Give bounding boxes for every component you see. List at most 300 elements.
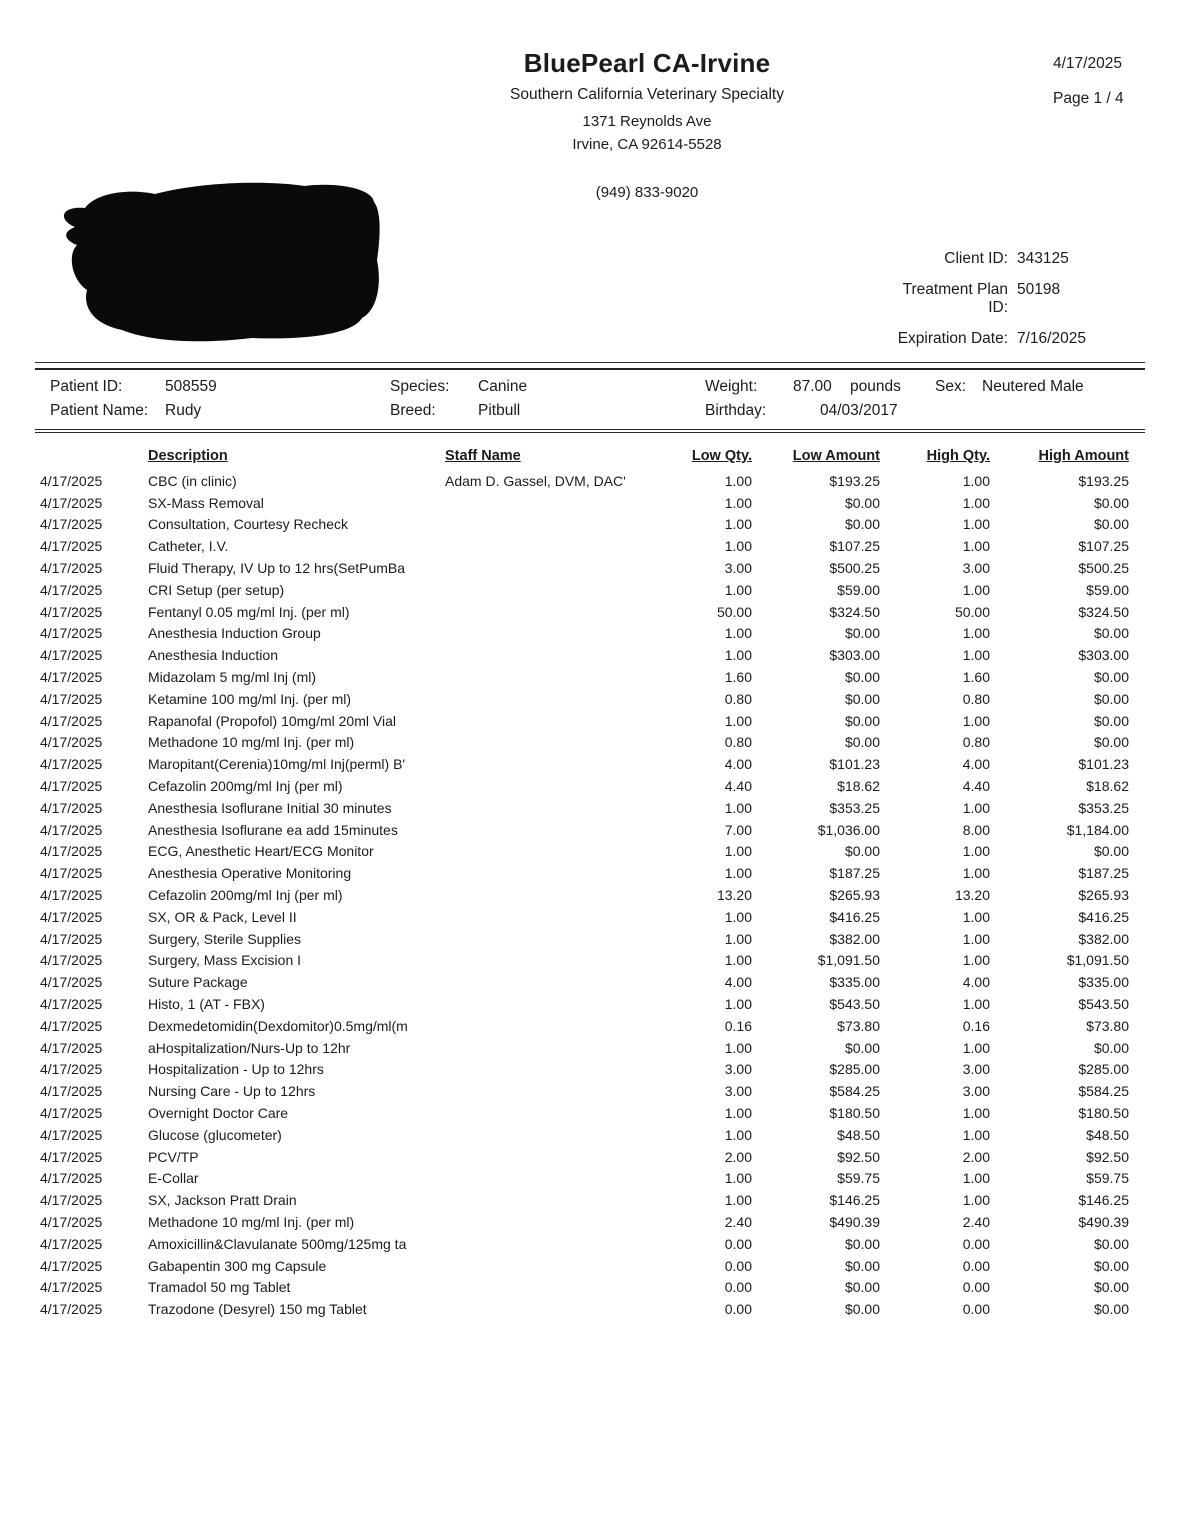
- cell-low-qty: 13.20: [716, 887, 752, 904]
- patient-info-row-2: [35, 402, 1145, 426]
- table-row: [40, 1102, 1129, 1124]
- cell-low-amount: $0.00: [844, 669, 880, 686]
- table-row: [40, 971, 1129, 993]
- cell-date: 4/17/2025: [40, 647, 103, 664]
- cell-high-qty: 0.00: [962, 1301, 990, 1318]
- cell-low-amount: $500.25: [829, 560, 880, 577]
- cell-low-amount: $335.00: [829, 974, 880, 991]
- cell-description: Glucose (glucometer): [148, 1126, 282, 1143]
- cell-high-qty: 1.00: [962, 647, 990, 664]
- cell-high-qty: 8.00: [962, 821, 990, 838]
- cell-low-qty: 1.00: [724, 1170, 752, 1187]
- cell-high-amount: $324.50: [1078, 603, 1129, 620]
- cell-high-amount: $0.00: [1093, 734, 1129, 751]
- cell-description: Anesthesia Isoflurane ea add 15minutes: [148, 821, 398, 838]
- cell-low-qty: 1.00: [724, 538, 752, 555]
- client-id-value: 343125: [1017, 250, 1069, 267]
- cell-high-amount: $0.00: [1093, 516, 1129, 533]
- clinic-header: [380, 48, 914, 201]
- cell-description: E-Collar: [148, 1170, 199, 1187]
- cell-low-qty: 3.00: [724, 560, 752, 577]
- cell-date: 4/17/2025: [40, 538, 103, 555]
- cell-low-amount: $0.00: [844, 625, 880, 642]
- cell-high-qty: 1.00: [962, 494, 990, 511]
- cell-high-amount: $335.00: [1078, 974, 1129, 991]
- cell-low-amount: $0.00: [844, 1257, 880, 1274]
- cell-low-amount: $0.00: [844, 494, 880, 511]
- cell-date: 4/17/2025: [40, 843, 103, 860]
- cell-date: 4/17/2025: [40, 581, 103, 598]
- cell-low-qty: 1.00: [724, 472, 752, 489]
- cell-low-amount: $101.23: [829, 756, 880, 773]
- cell-high-qty: 1.00: [962, 1192, 990, 1209]
- treatment-plan-id-row: [880, 281, 1095, 317]
- table-row: [40, 732, 1129, 754]
- cell-low-qty: 3.00: [724, 1061, 752, 1078]
- cell-description: Fluid Therapy, IV Up to 12 hrs(SetPumBa: [148, 560, 406, 577]
- cell-date: 4/17/2025: [40, 1257, 103, 1274]
- clinic-phone: (949) 833-9020: [595, 184, 699, 201]
- cell-high-amount: $265.93: [1078, 887, 1129, 904]
- cell-low-qty: 0.00: [724, 1279, 752, 1296]
- sex-value: Neutered Male: [982, 378, 1084, 395]
- patient-info-box: [35, 368, 1145, 430]
- cell-description: SX, Jackson Pratt Drain: [148, 1192, 297, 1209]
- weight-value: 87.00: [793, 378, 832, 395]
- cell-high-qty: 0.00: [962, 1235, 990, 1252]
- table-row: [40, 862, 1129, 884]
- cell-date: 4/17/2025: [40, 974, 103, 991]
- cell-low-qty: 1.00: [724, 625, 752, 642]
- cell-high-amount: $180.50: [1078, 1105, 1129, 1121]
- client-info: [880, 250, 1095, 361]
- cell-low-amount: $0.00: [844, 734, 880, 751]
- cell-low-amount: $353.25: [829, 799, 880, 816]
- cell-low-qty: 1.00: [724, 1105, 752, 1121]
- cell-low-qty: 1.00: [724, 516, 752, 533]
- cell-low-qty: 7.00: [724, 821, 752, 838]
- cell-high-qty: 0.16: [962, 1017, 990, 1034]
- table-row: [40, 492, 1129, 514]
- cell-date: 4/17/2025: [40, 1192, 103, 1209]
- cell-high-qty: 1.00: [962, 952, 990, 969]
- cell-description: Suture Package: [148, 974, 248, 991]
- cell-low-qty: 1.00: [724, 581, 752, 598]
- cell-low-amount: $146.25: [829, 1192, 880, 1209]
- table-row: [40, 601, 1129, 623]
- cell-low-amount: $303.00: [829, 647, 880, 664]
- table-row: [40, 1189, 1129, 1211]
- cell-low-amount: $0.00: [844, 1279, 880, 1296]
- cell-description: Anesthesia Induction: [148, 647, 278, 664]
- table-row: [40, 1276, 1129, 1298]
- table-row: [40, 1037, 1129, 1059]
- cell-high-amount: $0.00: [1093, 1279, 1129, 1296]
- cell-high-amount: $1,091.50: [1066, 952, 1129, 969]
- cell-description: Maropitant(Cerenia)10mg/ml Inj(perml) B': [148, 756, 406, 773]
- cell-low-amount: $0.00: [844, 516, 880, 533]
- cell-low-amount: $416.25: [829, 908, 880, 925]
- cell-low-qty: 1.60: [724, 669, 752, 686]
- table-row: [40, 1080, 1129, 1102]
- cell-date: 4/17/2025: [40, 1170, 103, 1187]
- cell-high-qty: 2.40: [962, 1213, 990, 1230]
- cell-low-amount: $0.00: [844, 690, 880, 707]
- cell-high-qty: 1.00: [962, 1039, 990, 1056]
- cell-description: Catheter, I.V.: [148, 538, 229, 555]
- cell-low-qty: 4.40: [724, 778, 752, 795]
- cell-high-amount: $303.00: [1078, 647, 1129, 664]
- cell-high-qty: 0.00: [962, 1279, 990, 1296]
- table-row: [40, 928, 1129, 950]
- cell-low-amount: $187.25: [829, 865, 880, 882]
- cell-high-amount: $490.39: [1078, 1213, 1129, 1230]
- birthday-label: Birthday:: [705, 402, 767, 419]
- table-row: [40, 775, 1129, 797]
- cell-high-qty: 1.00: [962, 908, 990, 925]
- table-row: [40, 1233, 1129, 1255]
- cell-date: 4/17/2025: [40, 516, 103, 533]
- cell-date: 4/17/2025: [40, 952, 103, 969]
- cell-low-amount: $48.50: [837, 1126, 880, 1143]
- cell-low-amount: $59.75: [837, 1170, 880, 1187]
- table-row: [40, 579, 1129, 601]
- cell-date: 4/17/2025: [40, 996, 103, 1013]
- table-row: [40, 841, 1129, 863]
- table-row: [40, 797, 1129, 819]
- header-high-amount: High Amount: [1038, 448, 1129, 464]
- cell-date: 4/17/2025: [40, 1083, 103, 1100]
- cell-description: Anesthesia Isoflurane Initial 30 minutes: [148, 799, 392, 816]
- cell-description: PCV/TP: [148, 1148, 199, 1165]
- cell-low-qty: 4.00: [724, 756, 752, 773]
- cell-date: 4/17/2025: [40, 908, 103, 925]
- table-row: [40, 1255, 1129, 1277]
- cell-high-amount: $500.25: [1078, 560, 1129, 577]
- report-date: 4/17/2025: [1053, 55, 1122, 72]
- cell-high-amount: $59.00: [1086, 581, 1129, 598]
- cell-high-amount: $73.80: [1086, 1017, 1129, 1034]
- cell-description: SX-Mass Removal: [148, 494, 264, 511]
- birthday-value: 04/03/2017: [820, 402, 898, 419]
- cell-date: 4/17/2025: [40, 494, 103, 511]
- cell-high-amount: $0.00: [1093, 1257, 1129, 1274]
- table-row: [40, 1146, 1129, 1168]
- table-row: [40, 1124, 1129, 1146]
- cell-date: 4/17/2025: [40, 1017, 103, 1034]
- patient-info-row-1: [35, 378, 1145, 402]
- cell-low-amount: $92.50: [837, 1148, 880, 1165]
- table-row: [40, 514, 1129, 536]
- cell-low-qty: 0.80: [724, 734, 752, 751]
- cell-low-amount: $18.62: [837, 778, 880, 795]
- table-row: [40, 819, 1129, 841]
- patient-id-label: Patient ID:: [50, 378, 123, 395]
- table-row: [40, 470, 1129, 492]
- cell-low-qty: 0.00: [724, 1235, 752, 1252]
- cell-date: 4/17/2025: [40, 560, 103, 577]
- cell-high-amount: $0.00: [1093, 843, 1129, 860]
- patient-name-label: Patient Name:: [50, 402, 149, 419]
- charges-table: [40, 444, 1129, 1320]
- cell-low-qty: 0.00: [724, 1257, 752, 1274]
- cell-description: aHospitalization/Nurs-Up to 12hr: [148, 1039, 351, 1056]
- header-description: Description: [148, 448, 228, 464]
- cell-low-qty: 3.00: [724, 1083, 752, 1100]
- header-low-amount: Low Amount: [792, 448, 880, 464]
- cell-low-amount: $382.00: [829, 930, 880, 947]
- cell-high-qty: 1.00: [962, 930, 990, 947]
- patient-box-top-rule: [35, 362, 1145, 363]
- clinic-subtitle: Southern California Veterinary Specialty: [510, 86, 784, 103]
- cell-high-qty: 1.00: [962, 865, 990, 882]
- cell-description: Anesthesia Induction Group: [148, 625, 321, 642]
- cell-high-qty: 1.00: [962, 712, 990, 729]
- patient-id-value: 508559: [165, 378, 217, 395]
- client-id-label: Client ID:: [944, 250, 1008, 267]
- header-staff-name: Staff Name: [445, 448, 521, 464]
- cell-low-amount: $0.00: [844, 1039, 880, 1056]
- cell-date: 4/17/2025: [40, 1126, 103, 1143]
- cell-high-qty: 4.40: [962, 778, 990, 795]
- patient-box-bottom-rule: [35, 432, 1145, 433]
- cell-date: 4/17/2025: [40, 1039, 103, 1056]
- cell-low-amount: $584.25: [829, 1083, 880, 1100]
- species-label: Species:: [390, 378, 450, 395]
- cell-description: Cefazolin 200mg/ml Inj (per ml): [148, 887, 343, 904]
- cell-description: Histo, 1 (AT - FBX): [148, 996, 265, 1013]
- cell-date: 4/17/2025: [40, 799, 103, 816]
- cell-low-qty: 50.00: [716, 603, 752, 620]
- cell-date: 4/17/2025: [40, 865, 103, 882]
- cell-high-amount: $101.23: [1078, 756, 1129, 773]
- cell-date: 4/17/2025: [40, 1301, 103, 1318]
- cell-high-qty: 0.00: [962, 1257, 990, 1274]
- cell-description: Surgery, Sterile Supplies: [148, 930, 302, 947]
- cell-date: 4/17/2025: [40, 930, 103, 947]
- cell-low-amount: $180.50: [829, 1105, 880, 1121]
- cell-high-amount: $0.00: [1093, 690, 1129, 707]
- cell-description: ECG, Anesthetic Heart/ECG Monitor: [148, 843, 374, 860]
- table-row: [40, 753, 1129, 775]
- cell-high-qty: 1.00: [962, 581, 990, 598]
- expiration-date-label: Expiration Date:: [897, 330, 1008, 347]
- cell-high-qty: 0.80: [962, 690, 990, 707]
- table-row: [40, 1059, 1129, 1081]
- table-row: [40, 950, 1129, 972]
- cell-low-qty: 0.16: [724, 1017, 752, 1034]
- cell-high-amount: $0.00: [1093, 625, 1129, 642]
- cell-high-amount: $193.25: [1078, 472, 1129, 489]
- cell-high-qty: 3.00: [962, 560, 990, 577]
- cell-high-qty: 1.00: [962, 996, 990, 1013]
- cell-low-amount: $285.00: [829, 1061, 880, 1078]
- page-meta: [1053, 55, 1124, 108]
- cell-date: 4/17/2025: [40, 690, 103, 707]
- cell-description: Anesthesia Operative Monitoring: [148, 865, 352, 882]
- cell-low-qty: 2.00: [724, 1148, 752, 1165]
- cell-high-qty: 1.00: [962, 625, 990, 642]
- cell-low-amount: $1,036.00: [817, 821, 880, 838]
- cell-date: 4/17/2025: [40, 887, 103, 904]
- cell-low-amount: $324.50: [829, 603, 880, 620]
- cell-high-qty: 1.00: [962, 1126, 990, 1143]
- cell-description: Nursing Care - Up to 12hrs: [148, 1083, 316, 1100]
- cell-high-amount: $48.50: [1086, 1126, 1129, 1143]
- cell-low-amount: $0.00: [844, 712, 880, 729]
- cell-low-qty: 1.00: [724, 647, 752, 664]
- cell-description: Hospitalization - Up to 12hrs: [148, 1061, 324, 1078]
- cell-description: Rapanofal (Propofol) 10mg/ml 20ml Vial: [148, 712, 396, 729]
- cell-low-qty: 1.00: [724, 952, 752, 969]
- cell-low-amount: $1,091.50: [817, 952, 880, 969]
- client-id-row: [880, 250, 1095, 268]
- redaction-scribble: [50, 180, 390, 355]
- cell-low-amount: $490.39: [829, 1213, 880, 1230]
- cell-date: 4/17/2025: [40, 472, 103, 489]
- cell-high-amount: $543.50: [1078, 996, 1129, 1013]
- cell-description: Surgery, Mass Excision I: [148, 952, 302, 969]
- cell-high-amount: $59.75: [1086, 1170, 1129, 1187]
- cell-description: CBC (in clinic): [148, 472, 237, 489]
- table-row: [40, 535, 1129, 557]
- cell-date: 4/17/2025: [40, 1279, 103, 1296]
- cell-low-qty: 2.40: [724, 1213, 752, 1230]
- cell-low-qty: 1.00: [724, 843, 752, 860]
- cell-description: Midazolam 5 mg/ml Inj (ml): [148, 669, 317, 686]
- cell-high-qty: 2.00: [962, 1148, 990, 1165]
- species-value: Canine: [478, 378, 528, 395]
- header-low-qty: Low Qty.: [691, 448, 752, 464]
- cell-low-qty: 4.00: [724, 974, 752, 991]
- table-row: [40, 623, 1129, 645]
- cell-description: Methadone 10 mg/ml Inj. (per ml): [148, 1213, 355, 1230]
- cell-description: Fentanyl 0.05 mg/ml Inj. (per ml): [148, 603, 350, 620]
- cell-date: 4/17/2025: [40, 1061, 103, 1078]
- cell-low-qty: 0.80: [724, 690, 752, 707]
- table-row: [40, 644, 1129, 666]
- cell-description: Methadone 10 mg/ml Inj. (per ml): [148, 734, 355, 751]
- cell-high-qty: 3.00: [962, 1061, 990, 1078]
- cell-high-amount: $0.00: [1093, 712, 1129, 729]
- cell-high-qty: 0.80: [962, 734, 990, 751]
- table-row: [40, 710, 1129, 732]
- cell-staff-name: Adam D. Gassel, DVM, DAC': [445, 472, 626, 489]
- table-row: [40, 1211, 1129, 1233]
- cell-high-amount: $382.00: [1078, 930, 1129, 947]
- treatment-plan-id-value: 50198: [1017, 281, 1061, 298]
- cell-low-amount: $0.00: [844, 843, 880, 860]
- cell-low-qty: 1.00: [724, 1126, 752, 1143]
- cell-description: Consultation, Courtesy Recheck: [148, 516, 348, 533]
- cell-high-qty: 1.00: [962, 472, 990, 489]
- clinic-address-2: Irvine, CA 92614-5528: [572, 136, 722, 153]
- cell-description: SX, OR & Pack, Level II: [148, 908, 297, 925]
- weight-label: Weight:: [705, 378, 758, 395]
- cell-low-amount: $107.25: [829, 538, 880, 555]
- cell-high-qty: 4.00: [962, 974, 990, 991]
- cell-high-qty: 4.00: [962, 756, 990, 773]
- cell-high-amount: $0.00: [1093, 1235, 1129, 1252]
- cell-description: CRI Setup (per setup): [148, 581, 285, 598]
- cell-high-qty: 50.00: [954, 603, 990, 620]
- cell-low-amount: $59.00: [837, 581, 880, 598]
- cell-low-amount: $265.93: [829, 887, 880, 904]
- cell-low-qty: 1.00: [724, 1039, 752, 1056]
- cell-high-amount: $416.25: [1078, 908, 1129, 925]
- weight-unit: pounds: [850, 378, 901, 395]
- cell-description: Amoxicillin&Clavulanate 500mg/125mg ta: [148, 1235, 407, 1252]
- cell-description: Ketamine 100 mg/ml Inj. (per ml): [148, 690, 352, 707]
- cell-date: 4/17/2025: [40, 756, 103, 773]
- cell-high-amount: $0.00: [1093, 1039, 1129, 1056]
- cell-description: Cefazolin 200mg/ml Inj (per ml): [148, 778, 343, 795]
- cell-date: 4/17/2025: [40, 1235, 103, 1252]
- cell-high-amount: $0.00: [1093, 669, 1129, 686]
- cell-low-amount: $0.00: [844, 1301, 880, 1318]
- cell-date: 4/17/2025: [40, 821, 103, 838]
- cell-date: 4/17/2025: [40, 1213, 103, 1230]
- clinic-address-1: 1371 Reynolds Ave: [582, 113, 712, 130]
- cell-low-qty: 1.00: [724, 494, 752, 511]
- breed-value: Pitbull: [478, 402, 521, 419]
- patient-name-value: Rudy: [165, 402, 202, 419]
- cell-high-amount: $0.00: [1093, 1301, 1129, 1318]
- cell-high-qty: 3.00: [962, 1083, 990, 1100]
- expiration-date-row: [880, 330, 1095, 348]
- cell-low-qty: 1.00: [724, 799, 752, 816]
- cell-high-qty: 1.00: [962, 799, 990, 816]
- cell-high-amount: $92.50: [1086, 1148, 1129, 1165]
- cell-high-amount: $18.62: [1086, 778, 1129, 795]
- cell-low-amount: $73.80: [837, 1017, 880, 1034]
- table-row: [40, 993, 1129, 1015]
- cell-description: Overnight Doctor Care: [148, 1105, 289, 1121]
- treatment-plan-id-label: Treatment Plan ID:: [902, 281, 1008, 316]
- table-row: [40, 557, 1129, 579]
- cell-low-qty: 1.00: [724, 1192, 752, 1209]
- table-row: [40, 1168, 1129, 1190]
- cell-low-qty: 1.00: [724, 865, 752, 882]
- breed-label: Breed:: [390, 402, 436, 419]
- table-row: [40, 666, 1129, 688]
- cell-low-amount: $543.50: [829, 996, 880, 1013]
- cell-low-amount: $193.25: [829, 472, 880, 489]
- cell-date: 4/17/2025: [40, 625, 103, 642]
- cell-date: 4/17/2025: [40, 669, 103, 686]
- table-row: [40, 688, 1129, 710]
- cell-low-qty: 1.00: [724, 712, 752, 729]
- cell-description: Dexmedetomidin(Dexdomitor)0.5mg/ml(m: [148, 1017, 408, 1034]
- cell-low-amount: $0.00: [844, 1235, 880, 1252]
- cell-description: Tramadol 50 mg Tablet: [148, 1279, 291, 1296]
- cell-high-amount: $187.25: [1078, 865, 1129, 882]
- cell-high-qty: 1.00: [962, 538, 990, 555]
- cell-high-amount: $1,184.00: [1066, 821, 1129, 838]
- cell-high-qty: 1.00: [962, 1170, 990, 1187]
- cell-date: 4/17/2025: [40, 1148, 103, 1165]
- cell-high-qty: 1.00: [962, 843, 990, 860]
- cell-high-qty: 13.20: [954, 887, 990, 904]
- charges-table-header: [40, 444, 1129, 468]
- cell-high-amount: $107.25: [1078, 538, 1129, 555]
- clinic-name: BluePearl CA-Irvine: [523, 48, 771, 78]
- cell-high-qty: 1.00: [962, 1105, 990, 1121]
- cell-date: 4/17/2025: [40, 734, 103, 751]
- cell-high-amount: $0.00: [1093, 494, 1129, 511]
- table-row: [40, 906, 1129, 928]
- table-row: [40, 1298, 1129, 1320]
